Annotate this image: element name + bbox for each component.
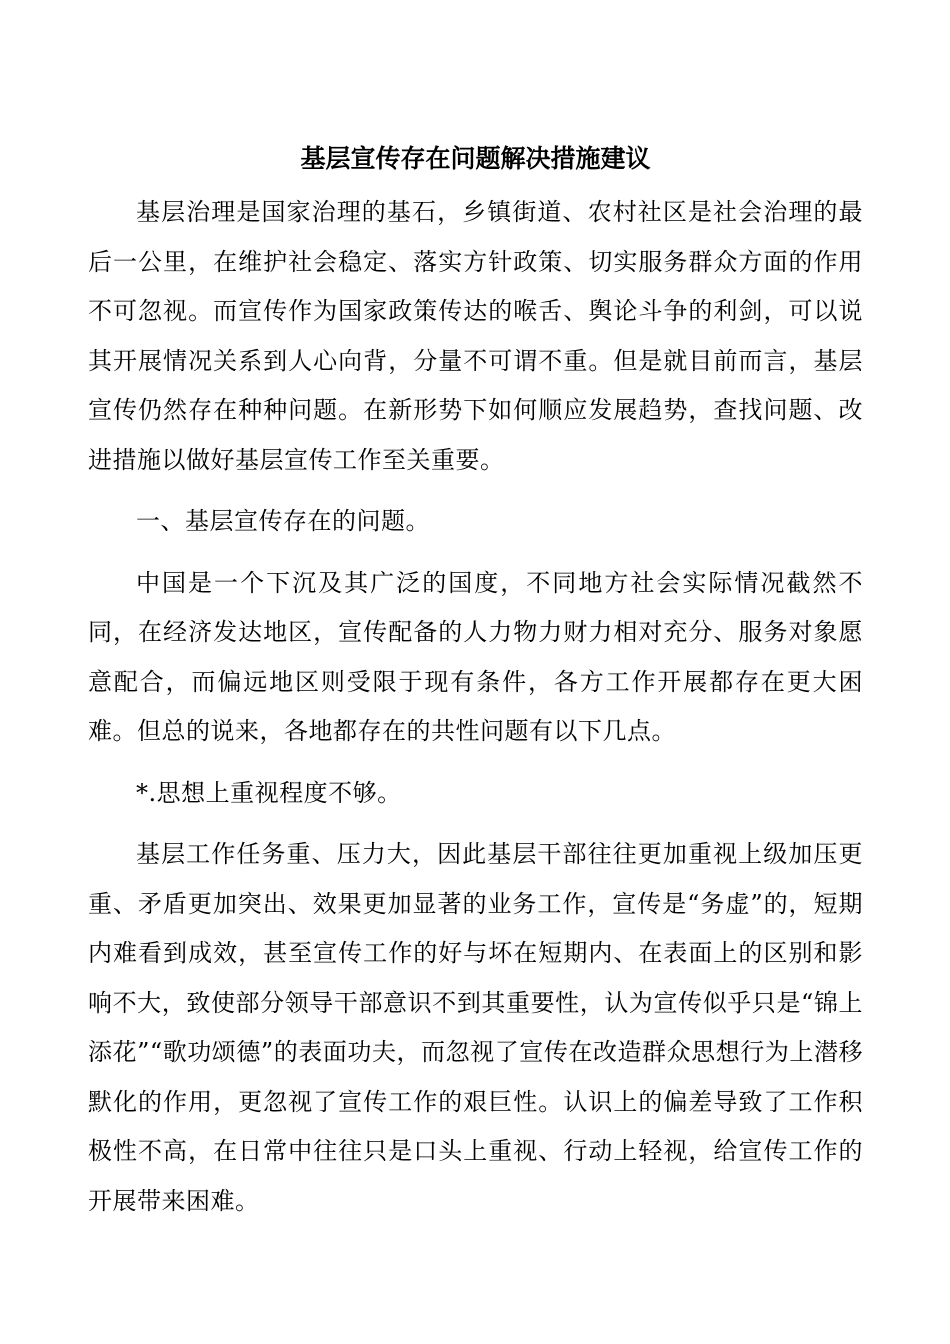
document-title: 基层宣传存在问题解决措施建议 [300,144,651,173]
body-paragraph: 基层工作任务重、压力大，因此基层干部往往更加重视上级加压更重、矛盾更加突出、效果更加显著的业务工作，宣传是“务虚”的，短期内难看到成效，甚至宣传工作的好与坏在短期内、在表面上的区别和影响不大，致使部分领导干部意识不到其重要性，认为宣传似乎只是“锦上添花”“歌功颂德”的表面功夫，而忽视了宣传在改造群众思想行为上潜移默化的作用，更忽视了宣传工作的艰巨性。认识上的偏差导致了工作积极性不高，在日常中往往只是口头上重视、行动上轻视，给宣传工作的开展带来困难。 [88,840,863,1215]
section-heading: 一、基层宣传存在的问题。 [136,507,430,535]
subsection-heading: *.思想上重视程度不够。 [136,778,402,807]
body-paragraph: 中国是一个下沉及其广泛的国度，不同地方社会实际情况截然不同，在经济发达地区，宣传配备的人力物力财力相对充分、服务对象愿意配合，而偏远地区则受限于现有条件，各方工作开展都存在更大困难。但总的说来，各地都存在的共性问题有以下几点。 [88,568,863,745]
intro-paragraph: 基层治理是国家治理的基石，乡镇街道、农村社区是社会治理的最后一公里，在维护社会稳定、落实方针政策、切实服务群众方面的作用不可忽视。而宣传作为国家政策传达的喉舌、舆论斗争的利剑，可以说其开展情况关系到人心向背，分量不可谓不重。但是就目前而言，基层宣传仍然存在种种问题。在新形势下如何顺应发展趋势，查找问题、改进措施以做好基层宣传工作至关重要。 [88,198,863,474]
document-page [88,134,863,1226]
